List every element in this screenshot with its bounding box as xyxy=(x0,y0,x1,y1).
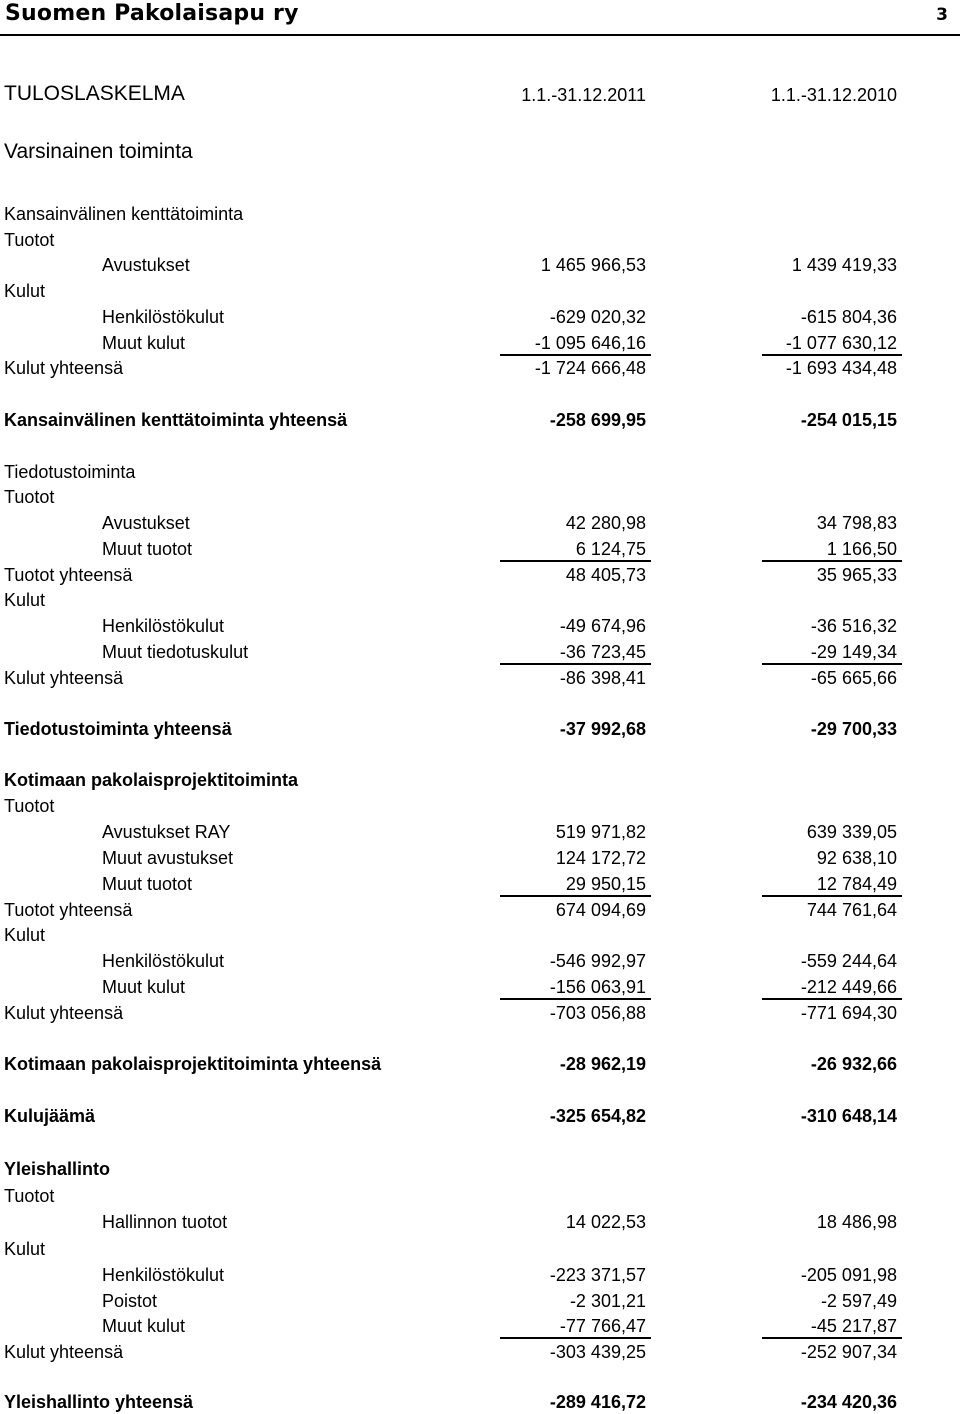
underline xyxy=(762,1337,902,1339)
value-2010: 35 965,33 xyxy=(816,565,897,585)
row-label: Poistot xyxy=(102,1291,158,1311)
section-heading-tiedotus: Tiedotustoiminta xyxy=(4,462,136,482)
row-label: Hallinnon tuotot xyxy=(102,1212,228,1232)
row-label: Kulut yhteensä xyxy=(4,358,124,378)
row-label: Muut kulut xyxy=(102,333,186,353)
value-2011: 1 465 966,53 xyxy=(540,255,646,275)
underline xyxy=(762,895,902,897)
label-tuotot: Tuotot xyxy=(4,1186,55,1206)
kulujaama-2011: -325 654,82 xyxy=(549,1106,646,1126)
underline xyxy=(762,560,902,562)
label-kulut: Kulut xyxy=(4,281,46,301)
row-label: Muut tuotot xyxy=(102,874,193,894)
value-2011: -703 056,88 xyxy=(549,1003,646,1023)
column-header-2011: 1.1.-31.12.2011 xyxy=(521,85,646,105)
row-label: Tuotot yhteensä xyxy=(4,900,133,920)
column-header-2010: 1.1.-31.12.2010 xyxy=(770,85,897,105)
section-total-2010: -254 015,15 xyxy=(800,410,897,430)
value-2011: 14 022,53 xyxy=(565,1212,646,1232)
row-label: Henkilöstökulut xyxy=(102,1265,225,1285)
value-2011: 42 280,98 xyxy=(565,513,646,533)
row-label: Muut kulut xyxy=(102,977,186,997)
label-kulut: Kulut xyxy=(4,925,46,945)
section-total-2011: -258 699,95 xyxy=(549,410,646,430)
value-2010: 92 638,10 xyxy=(816,848,897,868)
section-heading-kv: Kansainvälinen kenttätoiminta xyxy=(4,204,244,224)
section-heading-yleishallinto: Yleishallinto xyxy=(4,1159,111,1179)
value-2010: 744 761,64 xyxy=(806,900,897,920)
row-label: Muut avustukset xyxy=(102,848,234,868)
section-total-2010: -26 932,66 xyxy=(810,1054,897,1074)
value-2010: -559 244,64 xyxy=(800,951,897,971)
row-label: Avustukset RAY xyxy=(102,822,231,842)
underline xyxy=(500,1337,651,1339)
kulujaama-label: Kulujäämä xyxy=(4,1106,96,1126)
value-2010: 1 439 419,33 xyxy=(791,255,897,275)
underline xyxy=(762,354,902,356)
underline xyxy=(500,354,651,356)
value-2010: 639 339,05 xyxy=(806,822,897,842)
value-2011: 6 124,75 xyxy=(575,539,646,559)
section-total-2011: -28 962,19 xyxy=(559,1054,646,1074)
row-label: Avustukset xyxy=(102,255,190,275)
value-2011: -1 095 646,16 xyxy=(534,333,646,353)
value-2011: -86 398,41 xyxy=(559,668,646,688)
value-2011: -2 301,21 xyxy=(569,1291,646,1311)
row-label: Tuotot yhteensä xyxy=(4,565,133,585)
label-tuotot: Tuotot xyxy=(4,796,55,816)
value-2010: 1 166,50 xyxy=(826,539,897,559)
label-tuotot: Tuotot xyxy=(4,230,55,250)
label-tuotot: Tuotot xyxy=(4,487,55,507)
value-2011: -36 723,45 xyxy=(559,642,646,662)
value-2011: -77 766,47 xyxy=(559,1316,646,1336)
page-number: 3 xyxy=(936,5,948,25)
kulujaama-2010: -310 648,14 xyxy=(800,1106,897,1126)
section-heading-kotimaa: Kotimaan pakolaisprojektitoiminta xyxy=(4,770,299,790)
row-label: Muut tuotot xyxy=(102,539,193,559)
row-label: Henkilöstökulut xyxy=(102,951,225,971)
section-total-2010: -29 700,33 xyxy=(810,719,897,739)
label-kulut: Kulut xyxy=(4,1239,46,1259)
value-2010: 18 486,98 xyxy=(816,1212,897,1232)
value-2010: 12 784,49 xyxy=(816,874,897,894)
underline xyxy=(500,560,651,562)
value-2010: -65 665,66 xyxy=(810,668,897,688)
section-total-label: Tiedotustoiminta yhteensä xyxy=(4,719,232,739)
row-label: Muut tiedotuskulut xyxy=(102,642,249,662)
value-2010: -1 693 434,48 xyxy=(785,358,897,378)
page-header xyxy=(0,0,960,36)
statement-title: TULOSLASKELMA xyxy=(4,82,185,105)
section-total-label: Kotimaan pakolaisprojektitoiminta yhteensä xyxy=(4,1054,382,1074)
value-2011: -1 724 666,48 xyxy=(534,358,646,378)
value-2011: -629 020,32 xyxy=(549,307,646,327)
value-2010: -205 091,98 xyxy=(800,1265,897,1285)
value-2010: 34 798,83 xyxy=(816,513,897,533)
value-2011: 674 094,69 xyxy=(555,900,646,920)
value-2011: -223 371,57 xyxy=(549,1265,646,1285)
value-2010: -252 907,34 xyxy=(800,1342,897,1362)
row-label: Kulut yhteensä xyxy=(4,668,124,688)
value-2011: -156 063,91 xyxy=(549,977,646,997)
underline xyxy=(500,998,651,1000)
value-2011: -49 674,96 xyxy=(559,616,646,636)
underline xyxy=(762,998,902,1000)
value-2010: -615 804,36 xyxy=(800,307,897,327)
underline xyxy=(762,663,902,665)
row-label: Muut kulut xyxy=(102,1316,186,1336)
underline xyxy=(500,895,651,897)
value-2011: -303 439,25 xyxy=(549,1342,646,1362)
section-total-2011: -289 416,72 xyxy=(549,1392,646,1412)
main-heading: Varsinainen toiminta xyxy=(4,140,193,163)
value-2011: 48 405,73 xyxy=(565,565,646,585)
section-total-label: Kansainvälinen kenttätoiminta yhteensä xyxy=(4,410,348,430)
value-2010: -45 217,87 xyxy=(810,1316,897,1336)
value-2010: -36 516,32 xyxy=(810,616,897,636)
value-2010: -2 597,49 xyxy=(820,1291,897,1311)
value-2011: 519 971,82 xyxy=(555,822,646,842)
row-label: Kulut yhteensä xyxy=(4,1342,124,1362)
value-2011: 29 950,15 xyxy=(565,874,646,894)
section-total-2011: -37 992,68 xyxy=(559,719,646,739)
row-label: Henkilöstökulut xyxy=(102,616,225,636)
value-2010: -771 694,30 xyxy=(800,1003,897,1023)
section-total-2010: -234 420,36 xyxy=(800,1392,897,1412)
value-2011: -546 992,97 xyxy=(549,951,646,971)
value-2010: -1 077 630,12 xyxy=(785,333,897,353)
row-label: Avustukset xyxy=(102,513,190,533)
label-kulut: Kulut xyxy=(4,590,46,610)
section-total-label: Yleishallinto yhteensä xyxy=(4,1392,194,1412)
row-label: Henkilöstökulut xyxy=(102,307,225,327)
underline xyxy=(500,663,651,665)
organization-name: Suomen Pakolaisapu ry xyxy=(5,1,299,26)
value-2010: -29 149,34 xyxy=(810,642,897,662)
value-2010: -212 449,66 xyxy=(800,977,897,997)
row-label: Kulut yhteensä xyxy=(4,1003,124,1023)
value-2011: 124 172,72 xyxy=(555,848,646,868)
